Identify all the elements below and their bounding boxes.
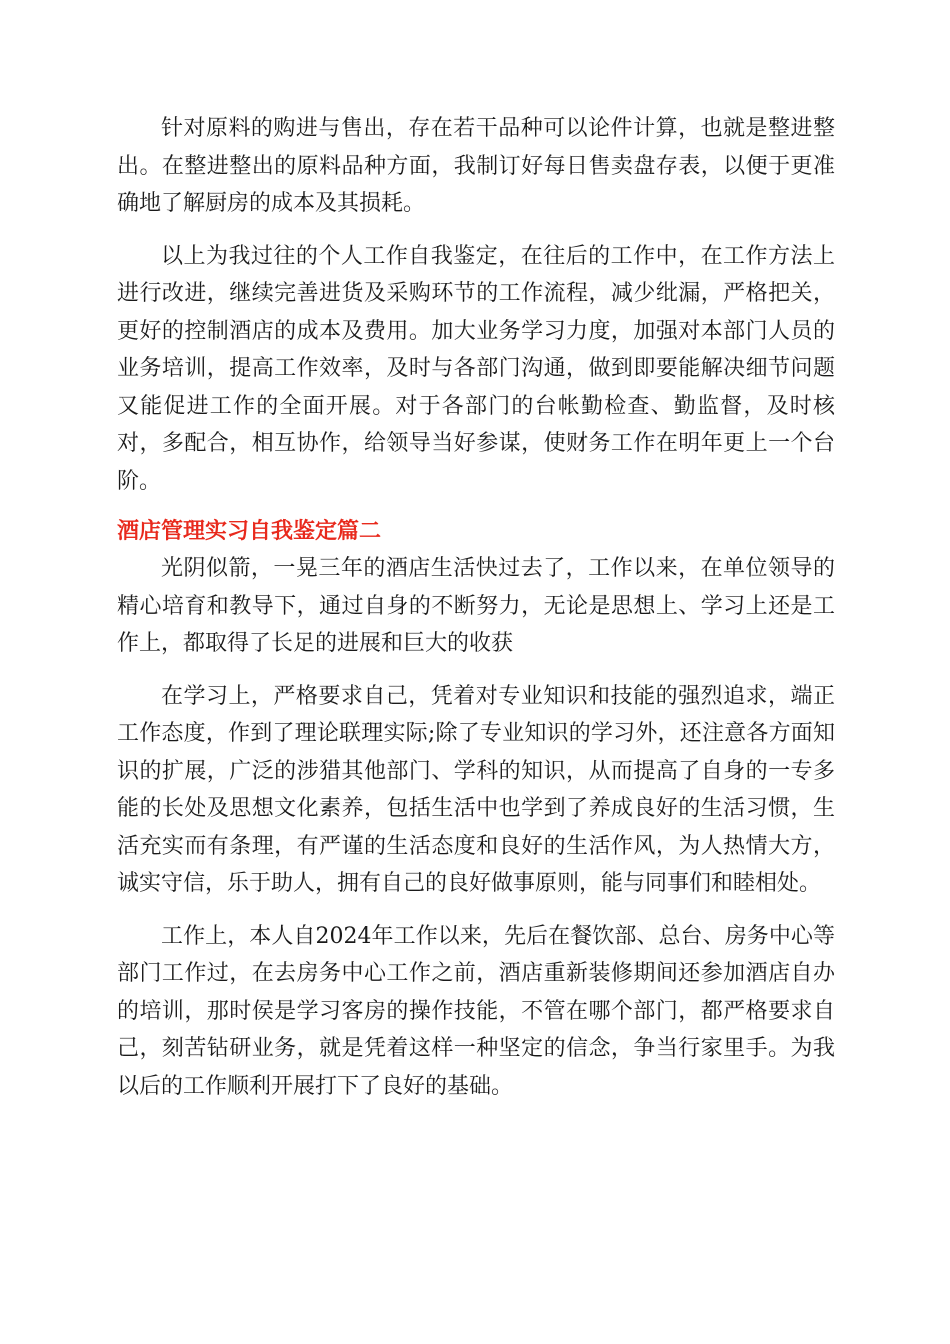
paragraph-intro: 光阴似箭，一晃三年的酒店生活快过去了，工作以来，在单位领导的精心培育和教导下，通过自身的不断努力，无论是思想上、学习上还是工作上，都取得了长足的进展和巨大的收获 [117, 556, 835, 656]
section-heading: 酒店管理实习自我鉴定篇二 [117, 519, 382, 544]
document-body [117, 110, 835, 1105]
paragraph-study: 在学习上，严格要求自己，凭着对专业知识和技能的强烈追求，端正工作态度，作到了理论联理实际;除了专业知识的学习外，还注意各方面知识的扩展，广泛的涉猎其他部门、学科的知识，从而提高了自身的一专多能的长处及思想文化素养，包括生活中也学到了养成良好的生活习惯，生活充实而有条理，有严谨的生活态度和良好的生活作风，为人热情大方，诚实守信，乐于助人，拥有自己的良好做事原则，能与同事们和睦相处。 [117, 683, 835, 896]
paragraph-work: 工作上，本人自2024年工作以来，先后在餐饮部、总台、房务中心等部门工作过，在去房务中心工作之前，酒店重新装修期间还参加酒店自办的培训，那时侯是学习客房的操作技能，不管在哪个部门，都严格要求自己，刻苦钻研业务，就是凭着这样一种坚定的信念，争当行家里手。为我以后的工作顺利开展打下了良好的基础。 [117, 923, 835, 1099]
paragraph-self-assessment-summary: 以上为我过往的个人工作自我鉴定，在往后的工作中，在工作方法上进行改进，继续完善进货及采购环节的工作流程，减少纰漏，严格把关，更好的控制酒店的成本及费用。加大业务学习力度，加强对本部门人员的业务培训，提高工作效率，及时与各部门沟通，做到即要能解决细节问题又能促进工作的全面开展。对于各部门的台帐勤检查、勤监督，及时核对，多配合，相互协作，给领导当好参谋，使财务工作在明年更上一个台阶。 [117, 243, 835, 494]
paragraph-raw-materials: 针对原料的购进与售出，存在若干品种可以论件计算，也就是整进整出。在整进整出的原料品种方面，我制订好每日售卖盘存表，以便于更准确地了解厨房的成本及其损耗。 [117, 116, 835, 216]
